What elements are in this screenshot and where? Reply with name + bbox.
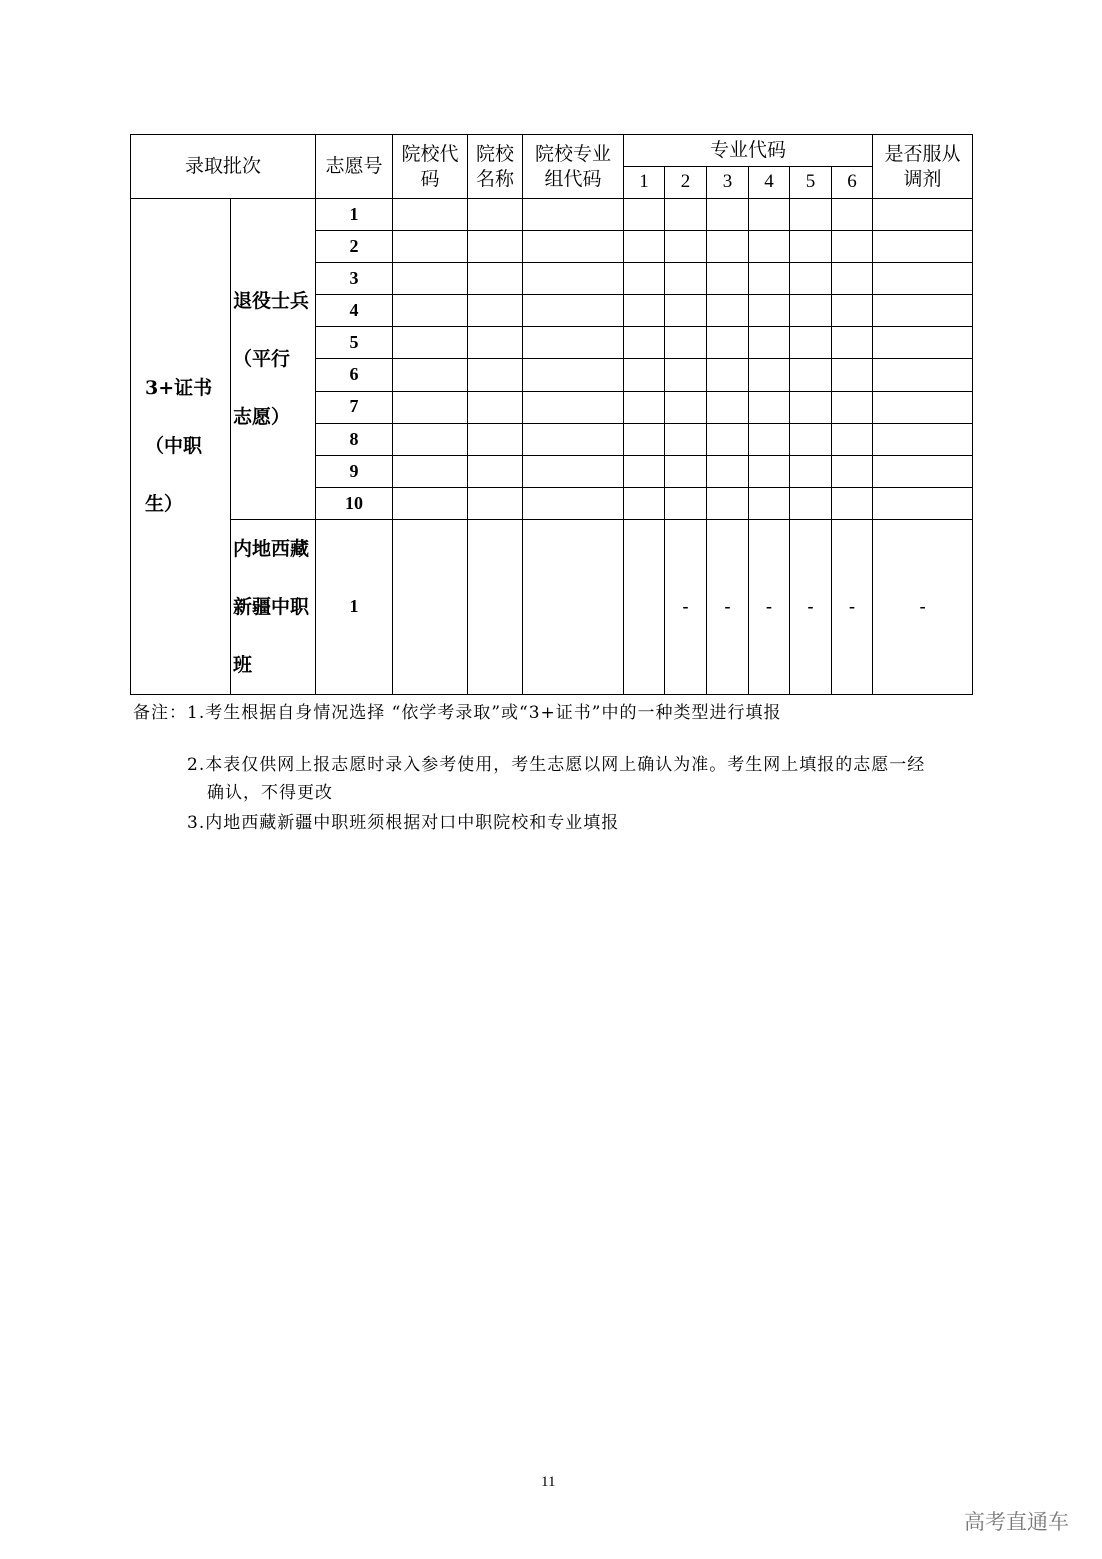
input-cell[interactable] [523,391,624,423]
note-2: 2.本表仅供网上报志愿时录入参考使用，考生志愿以网上确认为准。考生网上填报的志愿一经 [187,755,926,775]
wish-number: 8 [316,423,393,455]
input-cell[interactable] [832,199,873,231]
input-cell[interactable] [707,455,749,487]
input-cell[interactable] [749,423,790,455]
input-cell[interactable] [832,423,873,455]
input-cell[interactable] [468,231,523,263]
input-cell[interactable] [624,455,665,487]
input-cell[interactable] [468,295,523,327]
header-major-col: 4 [749,167,790,199]
input-cell[interactable] [749,455,790,487]
input-cell[interactable] [393,199,468,231]
header-major-col: 6 [832,167,873,199]
header-adjust: 是否服从 调剂 [873,135,973,199]
input-cell[interactable] [393,391,468,423]
wish-number: 6 [316,359,393,391]
input-cell[interactable] [665,423,707,455]
input-cell[interactable] [393,231,468,263]
input-cell[interactable] [707,359,749,391]
input-cell[interactable] [665,487,707,519]
wish-number: 10 [316,487,393,519]
input-cell[interactable] [468,359,523,391]
input-cell[interactable] [790,295,832,327]
input-cell[interactable] [665,295,707,327]
wish-number: 1 [316,199,393,231]
input-cell[interactable] [624,263,665,295]
major-code-cell[interactable]: - [749,519,790,694]
input-cell[interactable] [790,327,832,359]
input-cell[interactable] [832,327,873,359]
wish-number: 7 [316,391,393,423]
input-cell[interactable] [523,199,624,231]
input-cell[interactable] [832,231,873,263]
wish-number: 4 [316,295,393,327]
input-cell[interactable] [665,263,707,295]
input-cell[interactable] [523,295,624,327]
input-cell[interactable] [873,199,973,231]
input-cell[interactable] [749,359,790,391]
input-cell[interactable] [624,327,665,359]
input-cell[interactable] [393,295,468,327]
input-cell[interactable] [873,231,973,263]
input-cell[interactable] [790,231,832,263]
header-batch: 录取批次 [131,135,316,199]
input-cell[interactable] [624,295,665,327]
input-cell[interactable] [523,487,624,519]
input-cell[interactable] [749,487,790,519]
input-cell[interactable] [749,391,790,423]
input-cell[interactable] [873,487,973,519]
wish-number: 1 [316,519,393,694]
input-cell[interactable] [523,455,624,487]
header-major-code: 专业代码 [624,135,873,167]
input-cell[interactable] [873,455,973,487]
input-cell[interactable] [790,199,832,231]
input-cell[interactable] [393,327,468,359]
input-cell[interactable] [393,423,468,455]
input-cell[interactable] [665,391,707,423]
major-code-cell[interactable]: - [665,519,707,694]
input-cell[interactable] [832,263,873,295]
input-cell[interactable] [665,231,707,263]
header-major-col: 3 [707,167,749,199]
header-group-code: 院校专业 组代码 [523,135,624,199]
input-cell[interactable] [749,327,790,359]
note-2-cont: 确认，不得更改 [207,783,333,803]
input-cell[interactable] [523,359,624,391]
input-cell[interactable] [665,455,707,487]
header-major-col: 1 [624,167,665,199]
major-code-cell[interactable]: - [707,519,749,694]
input-cell[interactable] [665,359,707,391]
input-cell[interactable] [749,295,790,327]
note-1: 备注：1.考生根据自身情况选择 “依学考录取”或“3+证书”中的一种类型进行填报 [133,703,782,723]
batch-label: 3+证书 （中职 生） [131,199,231,695]
table-row [131,199,973,231]
input-cell[interactable] [832,295,873,327]
input-cell[interactable] [707,231,749,263]
input-cell[interactable] [749,231,790,263]
header-wish-no: 志愿号 [316,135,393,199]
input-cell[interactable] [832,455,873,487]
header-school-name: 院校 名称 [468,135,523,199]
input-cell[interactable] [624,391,665,423]
input-cell[interactable] [665,199,707,231]
header-school-code: 院校代 码 [393,135,468,199]
input-cell[interactable] [393,455,468,487]
input-cell[interactable] [790,423,832,455]
input-cell[interactable] [393,263,468,295]
input-cell[interactable] [790,455,832,487]
input-cell[interactable] [832,487,873,519]
input-cell[interactable] [873,391,973,423]
input-cell[interactable] [832,391,873,423]
input-cell[interactable] [707,487,749,519]
input-cell[interactable] [707,327,749,359]
major-code-cell[interactable]: - [790,519,832,694]
input-cell[interactable] [624,199,665,231]
input-cell[interactable] [873,359,973,391]
input-cell[interactable] [832,359,873,391]
input-cell[interactable] [523,423,624,455]
header-major-col: 5 [790,167,832,199]
input-cell[interactable] [707,263,749,295]
input-cell[interactable] [790,263,832,295]
input-cell[interactable] [707,199,749,231]
input-cell[interactable] [468,199,523,231]
wish-number: 3 [316,263,393,295]
input-cell[interactable] [707,295,749,327]
input-cell[interactable] [624,423,665,455]
input-cell[interactable] [393,519,468,694]
watermark: 高考直通车 [964,1510,1069,1534]
wish-number: 2 [316,231,393,263]
input-cell[interactable] [468,423,523,455]
input-cell[interactable] [468,455,523,487]
input-cell[interactable] [790,391,832,423]
input-cell[interactable] [624,359,665,391]
input-cell[interactable] [624,231,665,263]
input-cell[interactable] [393,487,468,519]
note-3: 3.内地西藏新疆中职班须根据对口中职院校和专业填报 [187,813,620,833]
input-cell[interactable] [873,327,973,359]
input-cell[interactable] [624,487,665,519]
input-cell[interactable] [749,199,790,231]
input-cell[interactable] [790,359,832,391]
major-code-cell[interactable]: - [832,519,873,694]
wish-number: 9 [316,455,393,487]
group-label-xinjiang-tibet: 内地西藏 新疆中职 班 [231,519,316,694]
adjust-cell[interactable]: - [873,519,973,694]
header-major-col: 2 [665,167,707,199]
input-cell[interactable] [707,391,749,423]
input-cell[interactable] [790,487,832,519]
input-cell[interactable] [468,327,523,359]
input-cell[interactable] [468,391,523,423]
input-cell[interactable] [523,263,624,295]
wish-number: 5 [316,327,393,359]
volunteer-form-table [130,134,973,695]
input-cell[interactable] [393,359,468,391]
input-cell[interactable] [523,327,624,359]
group-label-veterans: 退役士兵 （平行 志愿） [231,199,316,520]
input-cell[interactable] [873,263,973,295]
input-cell[interactable] [707,423,749,455]
input-cell[interactable] [523,231,624,263]
major-code-cell[interactable] [624,519,665,694]
input-cell[interactable] [468,263,523,295]
input-cell[interactable] [665,327,707,359]
table-row [131,519,973,694]
input-cell[interactable] [873,423,973,455]
input-cell[interactable] [523,519,624,694]
input-cell[interactable] [468,519,523,694]
input-cell[interactable] [873,295,973,327]
input-cell[interactable] [749,263,790,295]
page-number: 11 [541,1474,556,1490]
input-cell[interactable] [468,487,523,519]
